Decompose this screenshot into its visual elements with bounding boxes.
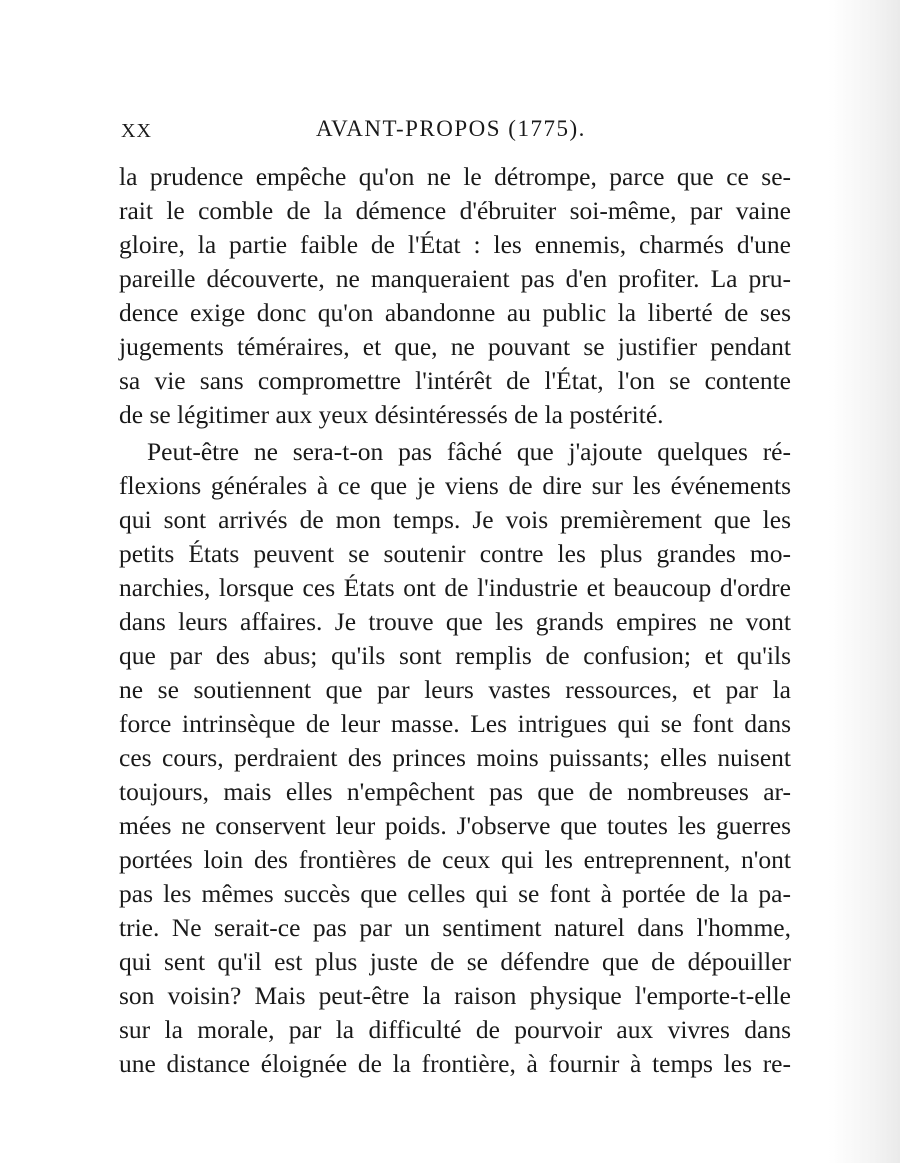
text-line: qui sont arrivés de mon temps. Je vois premièrement que les [119,505,791,534]
text-line: une distance éloignée de la frontière, à fournir à temps les re- [119,1049,791,1078]
text-line: dans leurs affaires. Je trouve que les grands empires ne vont [119,607,791,636]
running-head: AVANT-PROPOS (1775). [316,116,586,141]
body-text [119,160,791,1081]
text-line: ces cours, perdraient des princes moins puissants; elles nuisent [119,743,791,772]
text-line: trie. Ne serait-ce pas par un sentiment naturel dans l'homme, [119,913,791,942]
text-line: rait le comble de la démence d'ébruiter soi-même, par vaine [119,196,791,225]
text-line: Peut-être ne sera-t-on pas fâché que j'ajoute quelques ré- [147,437,791,466]
text-line: ne se soutiennent que par leurs vastes ressources, et par la [119,675,791,704]
paragraph-1 [119,160,791,432]
text-line: portées loin des frontières de ceux qui les entreprennent, n'ont [119,845,791,874]
text-line: sur la morale, par la difficulté de pourvoir aux vivres dans [119,1015,791,1044]
paragraph-2 [119,435,791,1081]
text-line: jugements téméraires, et que, ne pouvant se justifier pendant [119,332,791,361]
text-line: petits États peuvent se soutenir contre les plus grandes mo- [119,539,791,568]
text-line: la prudence empêche qu'on ne le détrompe, parce que ce se- [119,162,791,191]
text-line: gloire, la partie faible de l'État : les ennemis, charmés d'une [119,230,791,259]
text-line: pareille découverte, ne manqueraient pas d'en profiter. La pru- [119,264,791,293]
text-line: narchies, lorsque ces États ont de l'industrie et beaucoup d'ordre [119,573,791,602]
text-line: de se légitimer aux yeux désintéressés de la postérité. [119,400,664,429]
page-header [121,116,801,148]
text-line: qui sent qu'il est plus juste de se défendre que de dépouiller [119,947,791,976]
text-line: dence exige donc qu'on abandonne au public la liberté de ses [119,298,791,327]
text-line: que par des abus; qu'ils sont remplis de confusion; et qu'ils [119,641,791,670]
text-line: force intrinsèque de leur masse. Les intrigues qui se font dans [119,709,791,738]
text-line: flexions générales à ce que je viens de dire sur les événements [119,471,791,500]
page-number: XX [121,120,152,142]
text-line: son voisin? Mais peut-être la raison physique l'emporte-t-elle [119,981,791,1010]
text-line: mées ne conservent leur poids. J'observe que toutes les guerres [119,811,791,840]
text-line: toujours, mais elles n'empêchent pas que de nombreuses ar- [119,777,791,806]
text-line: pas les mêmes succès que celles qui se font à portée de la pa- [119,879,791,908]
text-line: sa vie sans compromettre l'intérêt de l'État, l'on se contente [119,366,791,395]
